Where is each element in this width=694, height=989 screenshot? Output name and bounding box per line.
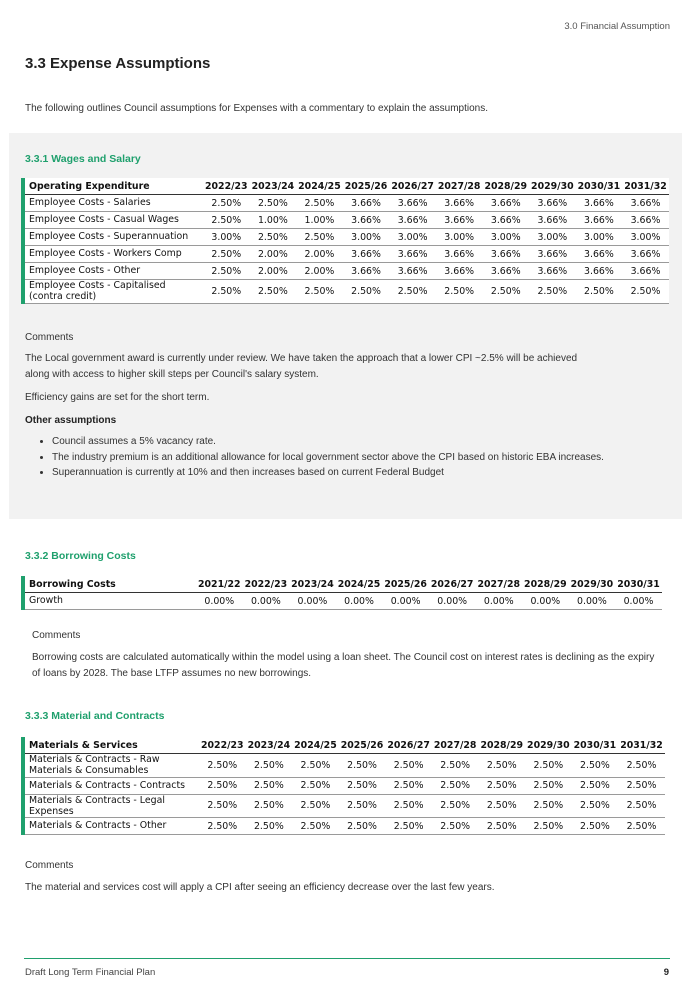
column-header-year: 2022/23 <box>199 737 246 754</box>
table-row <box>25 229 669 246</box>
table-cell: 2.50% <box>199 794 246 818</box>
wages-comment-1: The Local government award is currently under review. We have taken the approach that a lower CPI ~2.5% will be achieved along with access to higher skill steps per Council's salary system. <box>25 353 578 380</box>
table-cell: 3.00% <box>343 229 390 246</box>
column-header-label: Operating Expenditure <box>25 178 203 195</box>
table-cell: 3.66% <box>576 212 623 229</box>
table-cell: 0.00% <box>475 593 522 610</box>
table-cell: 2.50% <box>250 280 297 304</box>
table-cell: 2.50% <box>618 754 665 778</box>
table-cell: 2.50% <box>339 818 386 835</box>
table-cell: 2.50% <box>436 280 483 304</box>
other-assumptions-list <box>24 435 617 482</box>
table-row <box>25 246 669 263</box>
table-cell: 2.00% <box>250 246 297 263</box>
table-cell: 2.50% <box>618 777 665 794</box>
column-header-year: 2026/27 <box>429 576 476 593</box>
row-label: Employee Costs - Other <box>25 263 203 280</box>
table-cell: 2.50% <box>385 818 432 835</box>
column-header-year: 2027/28 <box>432 737 479 754</box>
page-number: 9 <box>663 967 669 978</box>
table-cell: 2.50% <box>203 263 250 280</box>
table-cell: 3.66% <box>622 246 669 263</box>
table-cell: 3.66% <box>436 212 483 229</box>
table-row <box>25 593 662 610</box>
table-cell: 2.50% <box>478 754 525 778</box>
table-cell: 3.00% <box>389 229 436 246</box>
table-cell: 3.66% <box>389 212 436 229</box>
table-cell: 3.66% <box>389 263 436 280</box>
table-cell: 2.50% <box>343 280 390 304</box>
table-cell: 3.66% <box>389 246 436 263</box>
table-cell: 3.00% <box>622 229 669 246</box>
table-cell: 3.66% <box>622 263 669 280</box>
borrowing-table <box>25 576 662 610</box>
column-header-year: 2027/28 <box>475 576 522 593</box>
column-header-year: 2025/26 <box>382 576 429 593</box>
table-cell: 3.66% <box>576 246 623 263</box>
table-cell: 3.66% <box>576 195 623 212</box>
table-cell: 3.00% <box>576 229 623 246</box>
table-cell: 2.50% <box>572 754 619 778</box>
table-cell: 2.50% <box>572 818 619 835</box>
column-header-year: 2029/30 <box>525 737 572 754</box>
table-cell: 0.00% <box>615 593 662 610</box>
wages-comments-label: Comments <box>25 332 74 343</box>
wages-comment-2: Efficiency gains are set for the short term. <box>25 392 210 403</box>
table-cell: 2.00% <box>296 263 343 280</box>
table-cell: 2.50% <box>432 818 479 835</box>
column-header-year: 2026/27 <box>389 178 436 195</box>
table-cell: 2.50% <box>432 777 479 794</box>
borrowing-table-container <box>21 576 662 610</box>
column-header-label: Borrowing Costs <box>25 576 196 593</box>
row-label: Employee Costs - Casual Wages <box>25 212 203 229</box>
table-cell: 3.66% <box>482 195 529 212</box>
table-cell: 3.66% <box>436 195 483 212</box>
table-cell: 2.50% <box>478 794 525 818</box>
table-cell: 2.50% <box>339 777 386 794</box>
running-header: 3.0 Financial Assumption <box>564 21 670 32</box>
table-cell: 2.50% <box>529 280 576 304</box>
table-cell: 2.50% <box>618 818 665 835</box>
table-cell: 3.66% <box>529 195 576 212</box>
table-cell: 0.00% <box>522 593 569 610</box>
table-row <box>25 195 669 212</box>
row-label: Employee Costs - Salaries <box>25 195 203 212</box>
table-cell: 2.50% <box>622 280 669 304</box>
other-assumptions-heading: Other assumptions <box>25 415 117 426</box>
table-cell: 2.50% <box>292 777 339 794</box>
column-header-year: 2024/25 <box>292 737 339 754</box>
column-header-year: 2022/23 <box>243 576 290 593</box>
table-cell: 3.66% <box>622 195 669 212</box>
footer-title: Draft Long Term Financial Plan <box>25 967 156 978</box>
table-cell: 2.50% <box>385 754 432 778</box>
table-cell: 0.00% <box>289 593 336 610</box>
column-header-year: 2023/24 <box>246 737 293 754</box>
table-cell: 3.66% <box>529 263 576 280</box>
bullet-item: • Council assumes a 5% vacancy rate. <box>52 435 617 450</box>
column-header-year: 2025/26 <box>339 737 386 754</box>
column-header-year: 2029/30 <box>569 576 616 593</box>
page-title: 3.3 Expense Assumptions <box>25 55 211 72</box>
table-cell: 2.50% <box>199 754 246 778</box>
row-label: Materials & Contracts - Other <box>25 818 199 835</box>
table-cell: 2.50% <box>292 754 339 778</box>
table-cell: 2.50% <box>296 229 343 246</box>
wages-table-container <box>21 178 669 304</box>
table-cell: 3.66% <box>482 263 529 280</box>
table-cell: 3.66% <box>343 195 390 212</box>
column-header-year: 2025/26 <box>343 178 390 195</box>
table-cell: 3.66% <box>622 212 669 229</box>
borrowing-comments-label: Comments <box>32 630 81 641</box>
table-row <box>25 818 665 835</box>
borrowing-heading: 3.3.2 Borrowing Costs <box>25 550 136 562</box>
table-cell: 2.50% <box>246 818 293 835</box>
table-cell: 3.66% <box>529 212 576 229</box>
column-header-year: 2028/29 <box>482 178 529 195</box>
table-cell: 2.50% <box>482 280 529 304</box>
table-cell: 2.50% <box>203 212 250 229</box>
borrowing-comment: Borrowing costs are calculated automatically within the model using a loan sheet. The Council cost on interest rates is declining as the expiry of loans by 2028. The base LTFP assumes no new borrowings. <box>32 652 655 679</box>
table-cell: 2.50% <box>199 818 246 835</box>
table-cell: 3.66% <box>529 246 576 263</box>
table-cell: 3.66% <box>576 263 623 280</box>
table-cell: 2.50% <box>478 818 525 835</box>
materials-table-container <box>21 737 665 835</box>
table-cell: 3.66% <box>436 263 483 280</box>
table-cell: 3.00% <box>482 229 529 246</box>
table-cell: 2.50% <box>246 794 293 818</box>
table-cell: 2.50% <box>478 777 525 794</box>
table-cell: 2.50% <box>296 195 343 212</box>
column-header-label: Materials & Services <box>25 737 199 754</box>
column-header-year: 2030/31 <box>615 576 662 593</box>
table-row <box>25 212 669 229</box>
table-cell: 2.50% <box>203 246 250 263</box>
table-row <box>25 794 665 818</box>
column-header-year: 2027/28 <box>436 178 483 195</box>
table-cell: 0.00% <box>429 593 476 610</box>
table-cell: 3.66% <box>482 246 529 263</box>
materials-heading: 3.3.3 Material and Contracts <box>25 710 165 722</box>
table-cell: 2.50% <box>525 818 572 835</box>
table-cell: 2.50% <box>572 794 619 818</box>
table-cell: 3.00% <box>436 229 483 246</box>
row-label: Materials & Contracts - Legal Expenses <box>25 794 199 818</box>
wages-table <box>25 178 669 304</box>
table-cell: 2.50% <box>525 777 572 794</box>
table-cell: 0.00% <box>336 593 383 610</box>
table-header-row <box>25 737 665 754</box>
table-cell: 3.00% <box>529 229 576 246</box>
table-cell: 1.00% <box>296 212 343 229</box>
table-cell: 2.50% <box>246 777 293 794</box>
row-label: Employee Costs - Capitalised (contra credit) <box>25 280 203 304</box>
table-cell: 2.00% <box>250 263 297 280</box>
table-row <box>25 263 669 280</box>
table-cell: 0.00% <box>243 593 290 610</box>
column-header-year: 2028/29 <box>478 737 525 754</box>
row-label: Employee Costs - Workers Comp <box>25 246 203 263</box>
column-header-year: 2030/31 <box>576 178 623 195</box>
table-cell: 3.00% <box>203 229 250 246</box>
wages-heading: 3.3.1 Wages and Salary <box>25 153 141 165</box>
footer-divider <box>24 958 670 959</box>
table-cell: 0.00% <box>569 593 616 610</box>
materials-comments-label: Comments <box>25 860 74 871</box>
table-row <box>25 280 669 304</box>
table-cell: 3.66% <box>482 212 529 229</box>
row-label: Employee Costs - Superannuation <box>25 229 203 246</box>
column-header-year: 2028/29 <box>522 576 569 593</box>
table-cell: 2.50% <box>525 794 572 818</box>
table-header-row <box>25 178 669 195</box>
table-cell: 2.50% <box>618 794 665 818</box>
table-cell: 2.50% <box>432 794 479 818</box>
table-cell: 3.66% <box>436 246 483 263</box>
column-header-year: 2023/24 <box>289 576 336 593</box>
table-cell: 2.50% <box>339 794 386 818</box>
table-cell: 0.00% <box>382 593 429 610</box>
table-cell: 2.50% <box>250 195 297 212</box>
table-cell: 2.50% <box>199 777 246 794</box>
table-cell: 2.50% <box>385 777 432 794</box>
table-cell: 1.00% <box>250 212 297 229</box>
bullet-item: • Superannuation is currently at 10% and then increases based on current Federal Budget <box>52 466 617 481</box>
column-header-year: 2024/25 <box>296 178 343 195</box>
table-cell: 0.00% <box>196 593 243 610</box>
table-cell: 2.00% <box>296 246 343 263</box>
intro-text: The following outlines Council assumptions for Expenses with a commentary to explain the assumptions. <box>25 103 489 114</box>
row-label: Materials & Contracts - Raw Materials & Consumables <box>25 754 199 778</box>
column-header-year: 2031/32 <box>618 737 665 754</box>
table-cell: 2.50% <box>203 195 250 212</box>
table-cell: 2.50% <box>576 280 623 304</box>
column-header-year: 2031/32 <box>622 178 669 195</box>
column-header-year: 2021/22 <box>196 576 243 593</box>
table-cell: 2.50% <box>385 794 432 818</box>
table-cell: 3.66% <box>389 195 436 212</box>
table-cell: 2.50% <box>246 754 293 778</box>
table-cell: 2.50% <box>250 229 297 246</box>
bullet-item: • The industry premium is an additional allowance for local government sector above the CPI based on historic EBA increases. <box>52 451 617 466</box>
row-label: Materials & Contracts - Contracts <box>25 777 199 794</box>
table-cell: 2.50% <box>292 818 339 835</box>
table-row <box>25 777 665 794</box>
materials-comment: The material and services cost will apply a CPI after seeing an efficiency decrease over the last few years. <box>25 882 495 893</box>
row-label: Growth <box>25 593 196 610</box>
table-cell: 3.66% <box>343 212 390 229</box>
table-cell: 2.50% <box>296 280 343 304</box>
column-header-year: 2026/27 <box>385 737 432 754</box>
table-cell: 2.50% <box>432 754 479 778</box>
column-header-year: 2029/30 <box>529 178 576 195</box>
column-header-year: 2030/31 <box>572 737 619 754</box>
table-cell: 2.50% <box>203 280 250 304</box>
table-cell: 2.50% <box>339 754 386 778</box>
column-header-year: 2022/23 <box>203 178 250 195</box>
table-cell: 2.50% <box>389 280 436 304</box>
materials-table <box>25 737 665 835</box>
table-header-row <box>25 576 662 593</box>
column-header-year: 2023/24 <box>250 178 297 195</box>
table-cell: 2.50% <box>525 754 572 778</box>
table-row <box>25 754 665 778</box>
table-cell: 2.50% <box>572 777 619 794</box>
table-cell: 3.66% <box>343 246 390 263</box>
table-cell: 3.66% <box>343 263 390 280</box>
column-header-year: 2024/25 <box>336 576 383 593</box>
table-cell: 2.50% <box>292 794 339 818</box>
